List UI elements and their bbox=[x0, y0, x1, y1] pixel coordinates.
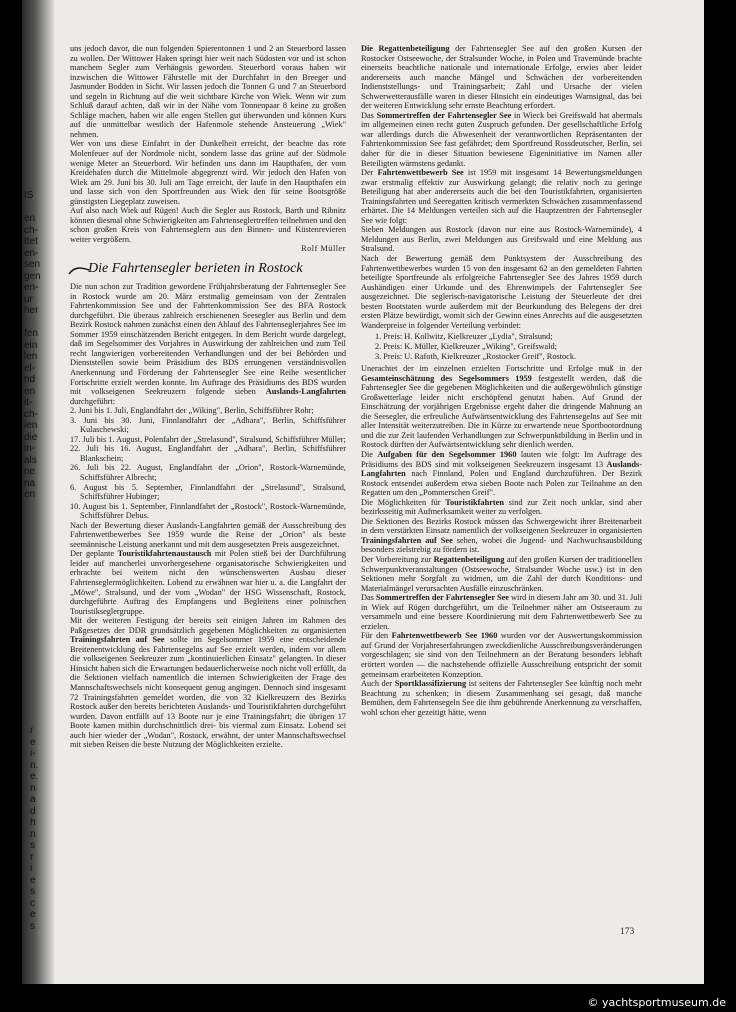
competition-pre: Der bbox=[361, 168, 378, 178]
tasks-text: lauten wie folgt: Im Auftrage des Präsidiums des BDS sind mit volkseigenen Seekreuzern insgesamt 13 bbox=[361, 449, 642, 469]
preparation-paragraph bbox=[361, 555, 642, 593]
trip-item: 17. Juli bis 1. August, Polenfahrt der „Strelasund", Stralsund, Schiffsführer Müller; bbox=[70, 434, 346, 444]
summer-meeting-text: in Wieck bei Greifswald hat abermals im allgemeinen einen recht guten Zuspruch gefunden. Der gesellschaftliche Erfolg war allerdings durch die Abwesenheit der verantwortlichen Repräsentanten der Fahrtenkommission See fast gefährdet; dem Sportfreund Rossdeutscher, Berlin, sei daher für die in dieser Situation bewiesene Eigeninitiative im Namen aller Beteiligten wärmstens gedankt. bbox=[361, 110, 642, 168]
awards-paragraph: Nach der Bewertung gemäß dem Punktsystem der Ausschreibung des Fahrtenwettbewerbes wurden 15 von den insgesamt 62 an den gemeldeten Fahrten beteiligte Sportfreunde als erfolgreiche Fahrtensegler See des Jahres 1959 durch Aushändigen einer Urkunde und des Ehrenwimpels der Fahrtensegler See ausgezeichnet. Die seglerisch-navigatorische Leistung der Steuerleute der drei besten Bootstaten wurde außerdem mit der Beurkundung des Belegens der drei ersten Plätze bewürdigt, womit sich der Gewinn eines Anrechts auf die ausgesetzten Wanderpreise in folgender Verteilung verbindet: bbox=[361, 254, 642, 330]
regatta-bold: Die Regattenbeteiligung bbox=[361, 44, 450, 53]
prize-item: 1. Preis: H. Kollwitz, Kielkreuzer „Lydia", Stralsund; bbox=[375, 332, 553, 342]
touristik-bold: Touristikfahrtenaustausch bbox=[117, 549, 212, 559]
intro-paragraph-1: uns jedoch davor, die nun folgenden Spierentonnen 1 und 2 an Steuerbord lassen zu wollen. Der Wittower Haken springt hier weit nach Südosten vor und ist schon manchem Segler zum Verhängnis geworden. Steuerbord voraus haben wir inzwischen die Wittower Fährstelle mit der Durchfahrt in den Breeger und Jasmunder Bodden in Sicht. Wir lassen jedoch die Tonnen G und 7 an Steuerbord und segeln in Richtung auf die weit sichtbare Kirche von Wiek. Wenn wir zum Schluß darauf achten, daß wir in der Nähe vom Tonnenpaar 8 keine zu großen Schläge machen, haben wir alle engen Stellen gut überwunden und können Kurs auf die unmittelbar westlich der Hafenmole stehende Ansteuerung „Wiek" nehmen. bbox=[70, 44, 346, 139]
left-column bbox=[70, 44, 346, 750]
preparation-pre: Der Vorbereitung zur bbox=[361, 554, 434, 564]
training-paragraph bbox=[70, 616, 346, 750]
spine-text-bottom: r e i- n. e. n a d h n s r i e s c e s bbox=[30, 725, 39, 932]
classification-text: ist seitens der Fahrtensegler See künftig noch mehr Beachtung zu schenken; in diesem Zusammenhang sei gesagt, daß manche Bemühen, dem Fahrtensegeln See die ihm gebührende Anerkennung zu verschaffen, wohl schon eher gezeitigt hätte, wenn bbox=[361, 679, 642, 717]
competition-1960-bold: Fahrtenwettbewerb See 1960 bbox=[391, 631, 498, 641]
preparation-text: auf den großen Kursen der traditionellen Schwerpunktveranstaltungen (Ostseewoche, Stralsunder Woche usw.) ist in den Sektionen mehr Sorgfalt zu widmen, um die Zahl der durch Konditions- und Materialmängel verursachten Ausfälle einzuschränken. bbox=[361, 554, 642, 593]
tasks-paragraph bbox=[361, 450, 642, 498]
summer-1960-bold: Sommertreffen der Fahrtensegler See bbox=[376, 593, 509, 603]
right-column bbox=[361, 44, 642, 717]
touristik-outlook-pre: Die Möglichkeiten für bbox=[361, 497, 446, 507]
sections-bold: Trainingsfahrten auf See bbox=[361, 535, 453, 545]
entries-paragraph: Sieben Meldungen aus Rostock (davon nur eine aus Rostock-Warnemünde), 4 Meldungen aus Berlin, zwei Meldungen aus Greifswald und eine Meldung aus Stralsund. bbox=[361, 225, 642, 254]
preparation-bold: Regattenbeteiligung bbox=[433, 554, 505, 564]
trip-item: 22. Juli bis 16. August, Englandfahrt der „Adhara", Berlin, Schiffsführer Blankschein; bbox=[70, 444, 346, 463]
assessment-pre: Unerachtet der im einzelnen erzielten Fortschritte und Erfolge muß in der bbox=[361, 364, 642, 374]
competition-text: ist 1959 mit insgesamt 14 Bewertungsmeldungen zwar erstmalig effektiv zur Auswirkung gelangt; die relativ noch zu geringe Beteiligung hat aber andererseits auch die bei den Touristikfahrten, organisierten Trainingsfahrten und Seeregatten kritisch vermerkten Schwächen zusammenfassend erhärtet. Die 14 Meldungen verteilen sich auf die Hauptzentren der Fahrtensegler See wie folgt: bbox=[361, 168, 642, 225]
prize-list bbox=[375, 332, 642, 361]
regatta-text: der Fahrtensegler See auf den großen Kursen der Rostocker Ostseewoche, der Stralsunder Woche, in Polen und Travemünde brachte einerseits beachtliche nationale und internationale Erfolge, erwies aber leider andererseits auch manche Mängel und Schwächen der vorbereitenden Indienststellungs- und Trainingsarbeit; Zahl und Ursache der vielen Schwerwetterausfälle waren in dieser Hinsicht ein eindeutiges Warnsignal, das bei der weiteren Entwicklung sehr ernste Beachtung erfordert. bbox=[361, 44, 642, 111]
trip-item: 10. August bis 1. September, Finnlandfahrt der „Rostock", Rostock-Warnemünde, Schiffsführer Debus. bbox=[70, 501, 346, 521]
trips-list bbox=[70, 406, 346, 521]
regatta-paragraph bbox=[361, 44, 642, 111]
tasks-text-2: nach Finnland, Polen und England durchzuführen. Der Bezirk Rostock entsendet außerdem etwa sieben Boote nach Polen zur Teilnahme an den Regatten um den „Pommerschen Greif". bbox=[361, 469, 642, 498]
touristik-outlook-text: sind zur Zeit noch unklar, sind aber bezirksseitig mit Aufmerksamkeit weiter zu verfolgen. bbox=[361, 497, 642, 517]
prize-item: 2. Preis: K. Müller, Kielkreuzer „Wiking", Greifswald; bbox=[375, 341, 557, 351]
training-pre: Mit der weiteren Festigung der bereits seit einigen Jahren im Rahmen des Paßgesetzes der DDR grundsätzlich gegebenen Möglichkeiten zu organisierten bbox=[70, 616, 346, 635]
author-signature: Rolf Müller bbox=[301, 244, 346, 254]
summer-1960-pre: Das bbox=[361, 593, 376, 603]
competition-1960-text: wurden vor der Auswertungskommission auf Grund der Vorjahreserfahrungen zweckdienliche Ausschreibungsveränderungen vorgeschlagen; sie sind von den Teilnehmern an der Beratung besonders lebhaft erörtert worden — die nachstehende offizielle Ausschreibung entspricht der somit gemeinsam erarbeiteten Konzeption. bbox=[361, 631, 643, 679]
evaluation-paragraph: Nach der Bewertung dieser Auslands-Langfahrten gemäß der Ausschreibung des Fahrtenwettbewerbes See 1959 wurde die Reise der „Orion" als beste seemännische Leistung anerkannt und mit dem ausgesetzten Preis ausgezeichnet. bbox=[70, 520, 346, 549]
intro-paragraph-3: Auf also nach Wiek auf Rügen! Auch die Segler aus Rostock, Barth und Ribnitz können diesmal ohne Schwierigkeiten am Fahrtenseglertreffen teilnehmen und den schon großen Kreis von Fahrtenseglern aus den Binnen- und Küstenrevieren weiter vergrößern. bbox=[70, 206, 346, 244]
competition-1960-pre: Für den bbox=[361, 631, 392, 641]
summer-meeting-pre: Das bbox=[361, 110, 377, 120]
report-intro-paragraph bbox=[70, 282, 346, 406]
intro-paragraph-2: Wer von uns diese Einfahrt in der Dunkelheit erreicht, der beachte das rote Molenfeuer auf der Nordmole nicht, sondern lasse das grüne auf der Südmole wenige Meter an Steuerbord. Wir befinden uns dann im Haupthafen, der vom Kreidehafen durch die Mittelmole abgegrenzt wird. Wir jedoch den Hafen von Wiek am 29. Juni bis 30. Juli am Tage erreicht, der laufe in den Haupthafen ein und lasse sich von den Sportfreunden aus Wiek den für seine Bootsgröße günstigsten Liegeplatz zuweisen. bbox=[70, 139, 346, 206]
sections-paragraph bbox=[361, 517, 642, 555]
touristik-paragraph bbox=[70, 549, 346, 616]
report-intro-text: Die nun schon zur Tradition gewordene Frühjahrsberatung der Fahrtensegler See in Rostock wurde am 20. März erstmalig gemeinsam von der Zentralen Fahrtenkommission See und der Fahrtenkommission See des BFA Rostock durchgeführt. Die überaus zahlreich erschienenen Seesegler aus Berlin und dem Bezirk Rostock nahmen zunächst einen den Ablauf des Fahrtenseglerjahres See im Sommer 1959 einschätzenden Bericht entgegen. In dem Bericht wurde dargelegt, daß im Segelsommer des Vorjahres in Auswirkung der zahlreichen und zum Teil recht langwierigen vorbereitenden Verhandlungen und der bei Behörden und Dienststellen sowie beim Präsidium des BDS errungenen verständnisvollen Anerkennung und Förderung der Fahrtensegler See eine Reihe wesentlicher Fortschritte erzielt werden konnte. Im Auftrage des Präsidiums des BDS wurden mit volkseigenen Seekreuzern folgende sieben bbox=[70, 282, 346, 397]
sections-text-2: sehen, wobei die Jugend- und Nachwuchsausbildung besonders zielstrebig zu fördern ist. bbox=[361, 535, 643, 555]
scan-border-right bbox=[704, 0, 736, 1012]
summer-1960-text: wird in diesem Jahr am 30. und 31. Juli in Wiek auf Rügen durchgeführt, um die Teilnehmer näher am Ostseeraum zu versammeln und eine bessere Koordinierung mit dem Fahrtenwettbewerb See zu erzielen. bbox=[361, 593, 643, 631]
previous-page-spine bbox=[22, 0, 54, 984]
tasks-pre: Die bbox=[361, 449, 378, 459]
report-intro-tail: durchgeführt: bbox=[70, 396, 116, 406]
training-text: sollte im Segelsommer 1959 eine entscheidende Breitenentwicklung des Fahrtensegelns auf See erzielt werden, indem vor allem die volkseigenen Seekreuzer zum „kontinuierlichen Einsatz" gelangten. In dieser Hinsicht haben sich die Erwartungen bedauerlicherweise noch nicht voll erfüllt, da die Sektionen vielfach namentlich die internen Schwierigkeiten der Frage des Mannschaftswechsels nicht konsequent genug angingen. Dennoch sind insgesamt 72 Trainingsfahrten gemeldet worden, die von 32 Kielkreuzern des Bezirks Rostock außer den bereits berichteten Auslands- und Touristikfahrten durchgeführt wurden. Davon entfällt auf 13 Boote nur je eine Trainingsfahrt; die übrigen 17 Boote kamen mithin durchschnittlich drei- bis viermal zum Einsatz. Lobend sei auch hier wieder der „Wodan", Rostock, erwähnt, der unter Mannschaftswechsel mit sieben Reisen die beste Nutzung der Möglichkeiten erzielte. bbox=[70, 635, 347, 750]
trip-item: 3. Juni bis 30. Juni, Finnlandfahrt der „Adhara", Berlin, Schiffsführer Kulaschewski; bbox=[70, 415, 346, 435]
magazine-page bbox=[22, 0, 714, 984]
report-intro-bold: Auslands-Langfahrten bbox=[265, 387, 346, 397]
article-heading bbox=[88, 260, 346, 278]
tasks-bold-2: Auslands-Langfahrten bbox=[361, 459, 642, 479]
article-heading-text: Die Fahrtensegler berieten in Rostock bbox=[88, 261, 303, 277]
touristik-outlook-bold: Touristikfahrten bbox=[445, 497, 504, 507]
sections-text: Die Sektionen des Bezirks Rostock müssen das Schwergewicht ihrer Breitenarbeit in dem verstärkten Einsatz namentlich der volkseigenen Seekreuzer in organisierten bbox=[361, 516, 642, 536]
competition-paragraph bbox=[361, 168, 642, 225]
summer-1960-paragraph bbox=[361, 593, 642, 631]
classification-bold: Sportklassifizierung bbox=[394, 679, 467, 689]
trip-item: 6. August bis 5. September, Finnlandfahrt der „Strelasund", Stralsund, Schiffsführer Hubinger; bbox=[70, 482, 346, 502]
classification-pre: Auch der bbox=[361, 679, 395, 689]
summer-meeting-paragraph bbox=[361, 111, 642, 168]
page-number: 173 bbox=[620, 927, 635, 937]
tasks-bold: Aufgaben für den Segelsommer 1960 bbox=[377, 449, 517, 459]
training-bold: Trainingsfahrten auf See bbox=[70, 635, 165, 645]
spine-text-top: IS en ch- ttet en- sen gen en- ur her fen ein len el- nd en it- ch- ien die in- als ne na en bbox=[24, 190, 41, 500]
touristik-outlook-paragraph bbox=[361, 498, 642, 517]
touristik-text: mit Polen stieß bei der Durchführung leider auf mancherlei unvorhergesehene organisatorische Schwierigkeiten und erbrachte bei weitem nicht den wünschenswerten Ausbau dieser Fahrtenseglermöglichkeiten. Lobend zu erwähnen war hier u. a. die Langfahrt der „Möwe", Stralsund, und der vom „Wodan" der HSG Wissenschaft, Rostock, durchgeführte Auftrag des Empfangens und Begleitens einer polnischen Touristikseglergruppe. bbox=[70, 549, 346, 616]
heading-swash-ornament bbox=[68, 266, 90, 276]
assessment-paragraph bbox=[361, 364, 642, 450]
trip-item: 26. Juli bis 22. August, Englandfahrt der „Orion", Rostock-Warnemünde, Schiffsführer Albrecht; bbox=[70, 463, 346, 482]
watermark-label: © yachtsportmuseum.de bbox=[587, 996, 726, 1009]
competition-1960-paragraph bbox=[361, 631, 642, 679]
summer-meeting-bold: Sommertreffen der Fahrtensegler See bbox=[376, 110, 512, 120]
competition-bold: Fahrtenwettbewerb See bbox=[377, 168, 464, 178]
trip-item: 2. Juni bis 1. Juli, Englandfahrt der „Wiking", Berlin, Schiffsführer Rohr; bbox=[70, 406, 314, 416]
classification-paragraph bbox=[361, 679, 642, 717]
touristik-pre: Der geplante bbox=[70, 549, 118, 559]
prize-item: 3. Preis: U. Rafoth, Kielkreuzer „Rostocker Greif", Rostock. bbox=[375, 351, 577, 361]
assessment-bold: Gesamteinschätzung des Segelsommers 1959 bbox=[361, 373, 532, 383]
assessment-text: festgestellt werden, daß die Fahrtensegler See die gegebenen Möglichkeiten und die außergewöhnlich günstige Großwetterlage leider nicht erschöpfend genutzt haben. Auf Grund der Einschätzung der vorjährigen Ergebnisse ergeht daher die dringende Mahnung an die Seesegler, die erfreuliche Aufwärtsentwicklung des Fahrtensegelns auf See mit aller Intensität weiterzutreiben. Die in Kürze zu erwartende neue Sportbootordnung und die zur Zeit laufenden Verhandlungen zur Schwerpunktbildung in Berlin und in Rostock dürften der Aufwärtsentwicklung sehr dienlich werden. bbox=[361, 373, 642, 450]
